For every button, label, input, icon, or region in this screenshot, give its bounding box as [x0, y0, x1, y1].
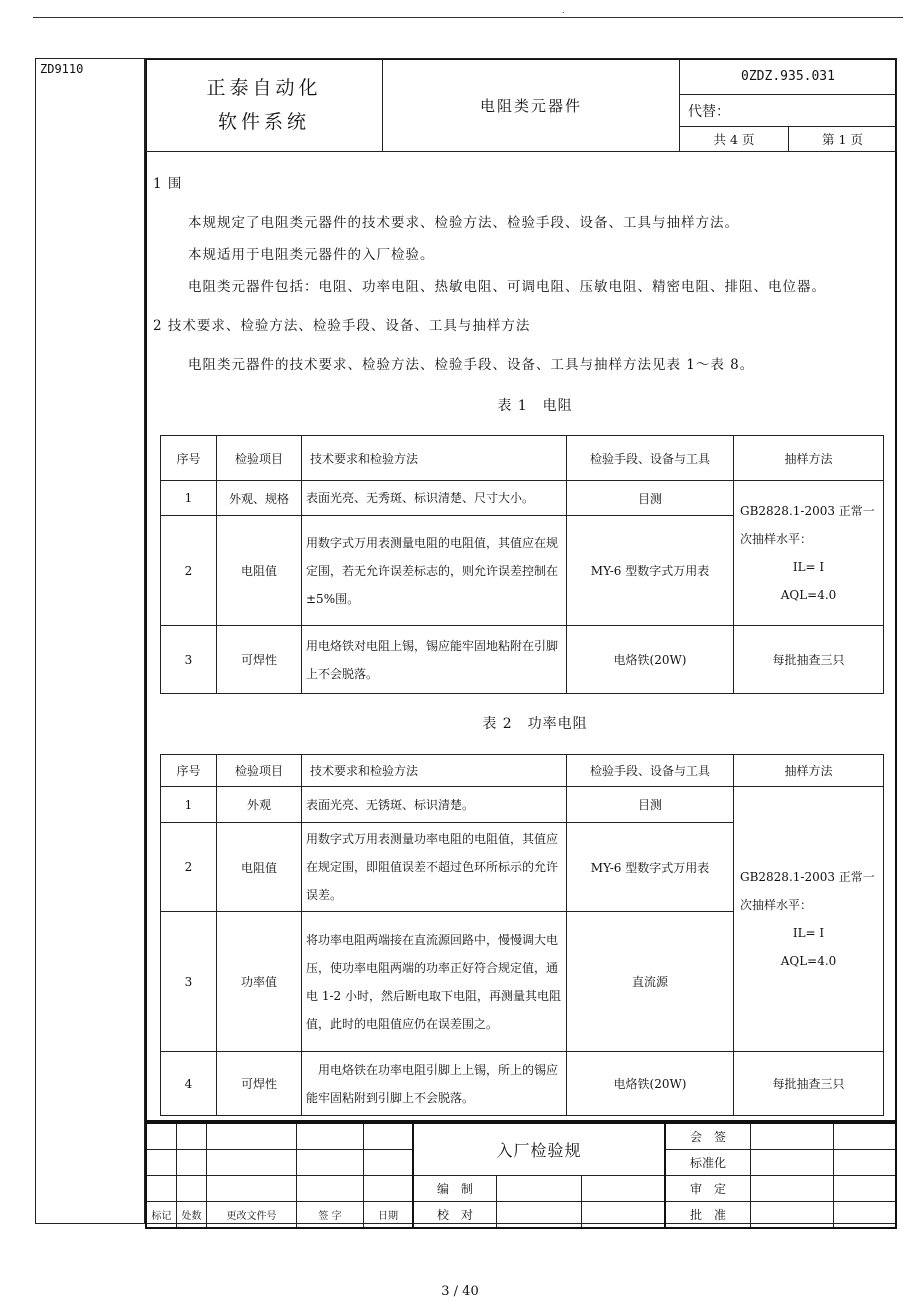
blank-cell: [364, 1123, 414, 1150]
blank-cell: [207, 1123, 297, 1150]
company-line1: 正泰自动化: [206, 77, 322, 99]
blank-cell: [146, 1176, 177, 1202]
doc-code: ZD9110: [40, 62, 84, 76]
blank-cell: [177, 1123, 207, 1150]
row-no: 2: [161, 516, 217, 626]
col-header: 抽样方法: [734, 755, 884, 787]
top-mark: .: [562, 6, 565, 15]
row-req: 表面光亮、无锈斑、标识清楚。: [302, 787, 567, 823]
sample-line4: AQL=4.0: [780, 588, 837, 602]
doc-number: 0ZDZ.935.031: [680, 59, 897, 95]
row-tool: 直流源: [567, 912, 734, 1052]
total-pages: 共 4 页: [680, 126, 789, 151]
section2-title: 2 技术要求、检验方法、检验手段、设备、工具与抽样方法: [153, 318, 531, 334]
row-item: 外观: [217, 787, 302, 823]
sample-line2: 次抽样水平：: [740, 532, 813, 546]
row-tool: 目测: [567, 787, 734, 823]
row-item: 可焊性: [217, 626, 302, 694]
row-tool: MY-6 型数字式万用表: [567, 823, 734, 912]
blank-cell: [582, 1202, 666, 1229]
row-no: 3: [161, 626, 217, 694]
sample-line4: AQL=4.0: [780, 954, 837, 968]
blank-cell: [834, 1123, 897, 1150]
date-label: 日期: [364, 1202, 414, 1229]
row-tool: 电烙铁(20W): [567, 1052, 734, 1116]
row-item: 电阻值: [217, 823, 302, 912]
countersign-label: 会 签: [665, 1123, 751, 1150]
table2-caption: 表 2 功率电阻: [482, 716, 588, 732]
row-item: 功率值: [217, 912, 302, 1052]
sampling-method: [734, 787, 884, 1052]
table-header-row: [161, 436, 884, 481]
blank-cell: [497, 1176, 582, 1202]
row-req: 表面光亮、无秀斑、标识清楚、尺寸大小。: [302, 481, 567, 516]
center-title: 入厂检验规: [413, 1123, 665, 1176]
row-item: 外观、规格: [217, 481, 302, 516]
approval-block: [145, 1122, 897, 1229]
row-no: 3: [161, 912, 217, 1052]
blank-cell: [834, 1150, 897, 1176]
table1: [160, 435, 884, 694]
blank-cell: [297, 1150, 364, 1176]
table2: [160, 754, 884, 1116]
table-header-row: [161, 755, 884, 787]
col-header: 检验手段、设备与工具: [567, 436, 734, 481]
section1-para2: 本规适用于电阻类元器件的入厂检验。: [188, 247, 435, 263]
sample-line1: GB2828.1-2003 正常一: [740, 870, 875, 884]
col-header: 检验项目: [217, 436, 302, 481]
blank-cell: [207, 1150, 297, 1176]
col-header: 技术要求和检验方法: [302, 755, 567, 787]
blank-cell: [297, 1123, 364, 1150]
blank-cell: [582, 1176, 666, 1202]
col-header: 检验手段、设备与工具: [567, 755, 734, 787]
sample-line2: 次抽样水平：: [740, 898, 813, 912]
sign-label: 签 字: [297, 1202, 364, 1229]
blank-cell: [146, 1150, 177, 1176]
row-no: 1: [161, 481, 217, 516]
row-req: 用数字式万用表测量电阻的电阻值，其值应在规定围，若无允许误差标志的，则允许误差控制在±5%围。: [302, 516, 567, 626]
page-indicator: 3 / 40: [441, 1284, 479, 1299]
table-row: [161, 481, 884, 516]
company-line2: 软件系统: [217, 111, 310, 133]
row-item: 可焊性: [217, 1052, 302, 1116]
table1-caption: 表 1 电阻: [497, 398, 573, 414]
company-cell: [146, 59, 383, 152]
approve-label: 批 准: [665, 1202, 751, 1229]
mark-label: 标记: [146, 1202, 177, 1229]
blank-cell: [497, 1202, 582, 1229]
blank-cell: [364, 1176, 414, 1202]
row-no: 4: [161, 1052, 217, 1116]
blank-cell: [297, 1176, 364, 1202]
blank-cell: [751, 1150, 834, 1176]
row-no: 2: [161, 823, 217, 912]
blank-cell: [751, 1176, 834, 1202]
blank-cell: [751, 1123, 834, 1150]
table-row: [161, 1052, 884, 1116]
row-tool: 目测: [567, 481, 734, 516]
sample-line3: IL= I: [792, 926, 825, 940]
col-header: 序号: [161, 755, 217, 787]
section1-para1: 本规规定了电阻类元器件的技术要求、检验方法、检验手段、设备、工具与抽样方法。: [188, 215, 739, 231]
check-label: 校 对: [413, 1202, 497, 1229]
review-label: 审 定: [665, 1176, 751, 1202]
binding-column: [35, 58, 145, 1224]
table-row: [161, 626, 884, 694]
row-no: 1: [161, 787, 217, 823]
blank-cell: [364, 1150, 414, 1176]
change-doc-label: 更改文件号: [207, 1202, 297, 1229]
page-number: 第 1 页: [789, 126, 897, 151]
row-req: 用电烙铁在功率电阻引脚上上锡，所上的锡应能牢固粘附到引脚上不会脱落。: [302, 1052, 567, 1116]
blank-cell: [177, 1150, 207, 1176]
doc-title: 电阻类元器件: [383, 59, 680, 152]
count-label: 处数: [177, 1202, 207, 1229]
col-header: 检验项目: [217, 755, 302, 787]
col-header: 序号: [161, 436, 217, 481]
blank-cell: [834, 1202, 897, 1229]
title-block: [145, 58, 897, 152]
blank-cell: [177, 1176, 207, 1202]
blank-cell: [834, 1176, 897, 1202]
standardize-label: 标准化: [665, 1150, 751, 1176]
row-req: 用电烙铁对电阻上锡，锡应能牢固地粘附在引脚上不会脱落。: [302, 626, 567, 694]
row-req: 用数字式万用表测量功率电阻的电阻值，其值应在规定围，即阻值误差不超过色环所标示的允许误差。: [302, 823, 567, 912]
section1-para3: 电阻类元器件包括：电阻、功率电阻、热敏电阻、可调电阻、压敏电阻、精密电阻、排阻、电位器。: [188, 279, 826, 295]
replace-label: 代替：: [680, 95, 897, 126]
row-req: 将功率电阻两端接在直流源回路中，慢慢调大电压，使功率电阻两端的功率正好符合规定值，通电 1-2 小时，然后断电取下电阻，再测量其电阻值，此时的电阻值应仍在误差围之。: [302, 912, 567, 1052]
blank-cell: [751, 1202, 834, 1229]
blank-cell: [146, 1123, 177, 1150]
section1-title: 1 围: [153, 176, 183, 192]
col-header: 技术要求和检验方法: [302, 436, 567, 481]
col-header: 抽样方法: [734, 436, 884, 481]
blank-cell: [207, 1176, 297, 1202]
row-item: 电阻值: [217, 516, 302, 626]
compile-label: 编 制: [413, 1176, 497, 1202]
table-row: [161, 787, 884, 823]
sample-line3: IL= I: [792, 560, 825, 574]
sampling-method: [734, 481, 884, 626]
row-sample: 每批抽查三只: [734, 1052, 884, 1116]
row-sample: 每批抽查三只: [734, 626, 884, 694]
section2-para1: 电阻类元器件的技术要求、检验方法、检验手段、设备、工具与抽样方法见表 1～表 8。: [188, 357, 755, 373]
sample-line1: GB2828.1-2003 正常一: [740, 504, 875, 518]
top-rule: [33, 17, 903, 18]
row-tool: MY-6 型数字式万用表: [567, 516, 734, 626]
row-tool: 电烙铁(20W): [567, 626, 734, 694]
